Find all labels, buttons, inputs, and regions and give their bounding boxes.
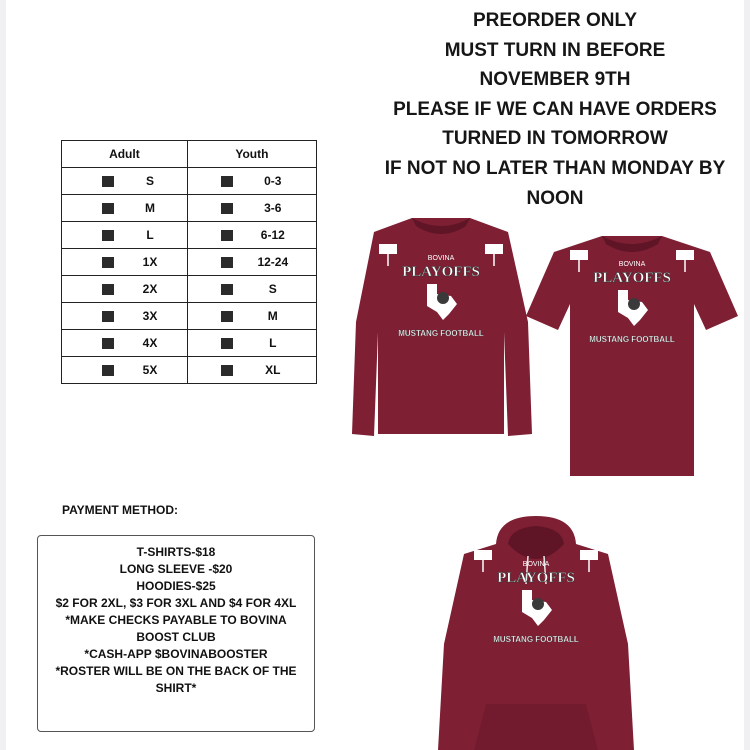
long-sleeve-shirt-image [348,212,534,440]
payment-line: BOOST CLUB [136,630,216,644]
adult-size-cell [62,330,188,357]
notice-line: IF NOT NO LATER THAN MONDAY BY [384,157,726,179]
checkbox-square-icon [221,257,233,268]
adult-size-label: 5X [142,363,158,377]
youth-size-cell [187,168,316,195]
payment-line: HOODIES-$25 [136,579,216,593]
checkbox-square-icon [102,365,114,376]
youth-size-label: M [267,309,278,323]
checkbox-square-icon [221,338,233,349]
payment-line: *CASH-APP $BOVINABOOSTER [84,647,268,661]
youth-size-cell [187,249,316,276]
adult-size-label: M [145,201,155,215]
adult-size-cell [62,357,188,384]
youth-size-cell [187,276,316,303]
print-team: MUSTANG FOOTBALL [589,335,675,344]
adult-size-label: S [145,174,154,188]
print-town: BOVINA [427,255,455,262]
size-row [62,303,317,330]
size-row [62,276,317,303]
checkbox-square-icon [221,230,233,241]
youth-size-label: 0-3 [264,174,282,188]
adult-size-cell [62,222,188,249]
print-event: PLAYOFFS [402,264,480,280]
adult-header: Adult [62,141,188,168]
youth-size-cell [187,303,316,330]
youth-size-cell [187,357,316,384]
adult-size-label: 1X [142,255,158,269]
youth-size-cell [187,330,316,357]
notice-line: MUST TURN IN BEFORE [444,39,666,61]
payment-line: *ROSTER WILL BE ON THE BACK OF THE [55,664,297,678]
youth-size-label: 12-24 [257,255,289,269]
checkbox-square-icon [221,311,233,322]
youth-size-label: 6-12 [260,228,285,242]
youth-size-cell [187,222,316,249]
print-team: MUSTANG FOOTBALL [398,329,484,338]
payment-method-label: PAYMENT METHOD: [62,503,179,517]
payment-line: LONG SLEEVE -$20 [119,562,233,576]
youth-size-cell [187,195,316,222]
checkbox-square-icon [102,338,114,349]
checkbox-square-icon [221,284,233,295]
checkbox-square-icon [102,176,114,187]
youth-header: Youth [187,141,316,168]
adult-size-cell [62,249,188,276]
youth-size-label: XL [265,363,281,377]
left-edge-strip [0,0,6,750]
checkbox-square-icon [102,230,114,241]
payment-info-box [37,535,315,732]
youth-size-label: L [269,336,277,350]
payment-line: *MAKE CHECKS PAYABLE TO BOVINA [65,613,287,627]
youth-size-label: S [268,282,277,296]
checkbox-square-icon [221,365,233,376]
adult-size-cell [62,195,188,222]
notice-line: PREORDER ONLY [473,10,637,31]
print-event: PLAYOFFS [593,270,671,286]
t-shirt-image [524,232,740,478]
size-table [61,140,317,384]
checkbox-square-icon [102,311,114,322]
size-row [62,357,317,384]
print-event: PLAYOFFS [497,570,575,586]
notice-line: NOON [526,187,584,209]
checkbox-square-icon [221,203,233,214]
print-town: BOVINA [522,561,550,568]
checkbox-square-icon [102,284,114,295]
adult-size-label: 4X [142,336,158,350]
preorder-notice [360,6,750,213]
size-row [62,249,317,276]
checkbox-square-icon [102,203,114,214]
size-row [62,168,317,195]
print-team: MUSTANG FOOTBALL [493,635,579,644]
size-table-header [62,141,317,168]
youth-size-label: 3-6 [264,201,282,215]
hoodie-image [438,514,634,750]
mustang-mascot-icon [532,598,544,610]
mustang-mascot-icon [628,298,640,310]
notice-line: PLEASE IF WE CAN HAVE ORDERS [393,98,717,120]
notice-line: NOVEMBER 9TH [479,69,631,91]
payment-line: SHIRT* [155,681,197,695]
print-town: BOVINA [618,261,646,268]
adult-size-label: 3X [142,309,158,323]
adult-size-cell [62,168,188,195]
checkbox-square-icon [221,176,233,187]
size-row [62,195,317,222]
mustang-mascot-icon [437,292,449,304]
adult-size-label: L [146,228,154,242]
size-row [62,222,317,249]
adult-size-cell [62,303,188,330]
adult-size-cell [62,276,188,303]
payment-line: T-SHIRTS-$18 [136,545,216,559]
size-row [62,330,317,357]
adult-size-label: 2X [142,282,158,296]
notice-line: TURNED IN TOMORROW [442,128,668,150]
payment-line: $2 FOR 2XL, $3 FOR 3XL AND $4 FOR 4XL [55,596,297,610]
checkbox-square-icon [102,257,114,268]
